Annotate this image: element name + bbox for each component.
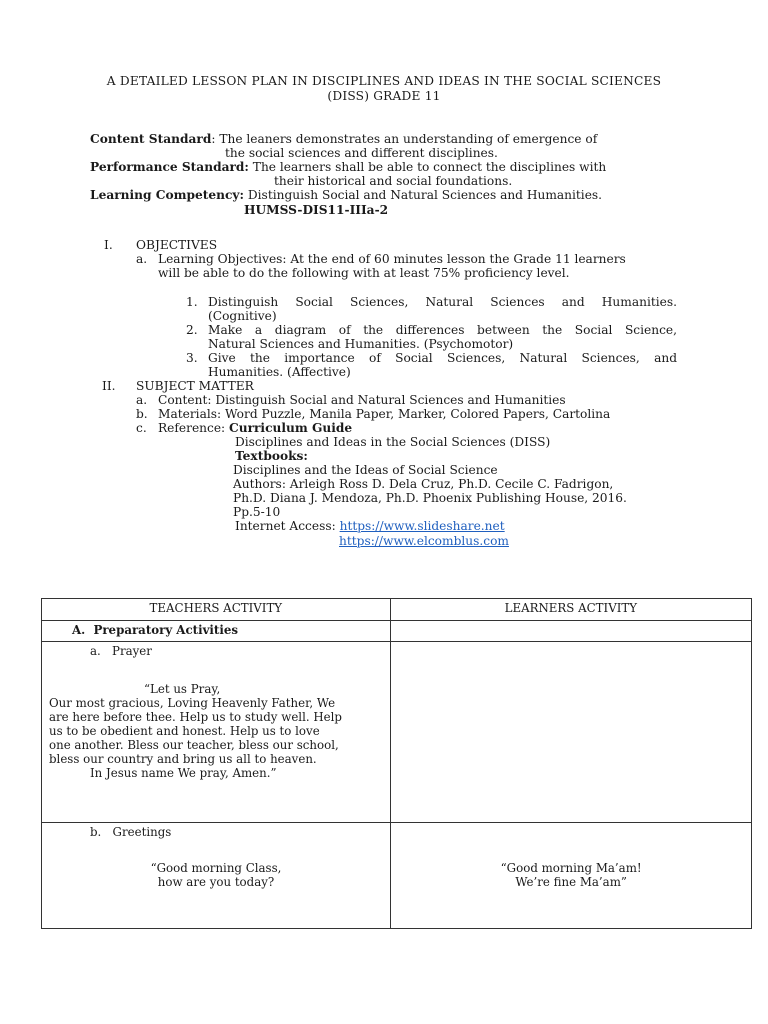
preparatory-activities-heading: A. Preparatory Activities [72, 623, 238, 637]
objective-3-line-1: Give the importance of Social Sciences, Natural Sciences, and [208, 351, 677, 365]
prayer-line: are here before thee. Help us to study well. Help [49, 710, 342, 724]
objectives-numeral: I. [104, 238, 113, 252]
objective-a-line-2: will be able to do the following with at least 75% proficiency level. [158, 266, 570, 280]
subject-content: Content: Distinguish Social and Natural Sciences and Humanities [158, 393, 566, 407]
objective-2-line-1: Make a diagram of the differences between the Social Science, [208, 323, 677, 337]
internet-access [235, 519, 505, 533]
objective-1-line-1: Distinguish Social Sciences, Natural Sciences and Humanities. [208, 295, 677, 309]
internet-access-label: Internet Access: [235, 519, 340, 533]
content-standard-text-2: the social sciences and different disciplines. [225, 146, 498, 160]
prayer-line: bless our country and bring us all to heaven. [49, 752, 317, 766]
table-cell [42, 823, 391, 929]
table-row [42, 642, 752, 823]
learner-greeting-line-1: “Good morning Ma’am! [500, 861, 642, 875]
content-standard-text: : The leaners demonstrates an understanding of emergence of [211, 132, 598, 146]
textbook-authors-1: Authors: Arleigh Ross D. Dela Cruz, Ph.D. Cecile C. Fadrigon, [233, 477, 614, 491]
performance-standard-text: The learners shall be able to connect the disciplines with [248, 160, 607, 174]
table-row [42, 621, 752, 642]
textbook-title: Disciplines and the Ideas of Social Science [233, 463, 498, 477]
learning-competency-text: Distinguish Social and Natural Sciences and Humanities. [244, 188, 603, 202]
document-title-line-1: A DETAILED LESSON PLAN IN DISCIPLINES AND IDEAS IN THE SOCIAL SCIENCES [106, 74, 662, 88]
subject-c-marker: c. [136, 421, 147, 435]
table-cell [390, 823, 751, 929]
learners-activity-header [390, 599, 751, 621]
performance-standard [90, 160, 606, 174]
teachers-activity-header-text: TEACHERS ACTIVITY [149, 601, 283, 615]
objective-2-number: 2. [186, 323, 198, 337]
learner-greeting-line-2: We’re fine Ma’am” [515, 875, 627, 889]
prayer-line: us to be obedient and honest. Help us to love [49, 724, 320, 738]
objective-2-line-2: Natural Sciences and Humanities. (Psychomotor) [208, 337, 514, 351]
table-cell [390, 642, 751, 823]
subject-a-marker: a. [136, 393, 148, 407]
document-title-line-2: (DISS) GRADE 11 [327, 89, 441, 103]
activity-table [41, 598, 752, 929]
prayer-line: “Let us Pray, [144, 682, 221, 696]
objectives-heading: OBJECTIVES [136, 238, 218, 252]
learning-competency [90, 188, 602, 202]
teacher-greeting-line-2: how are you today? [157, 875, 275, 889]
competency-code: HUMSS-DIS11-IIIa-2 [244, 203, 389, 217]
table-cell [42, 621, 391, 642]
table-header-row [42, 599, 752, 621]
learners-activity-header-text: LEARNERS ACTIVITY [504, 601, 638, 615]
performance-standard-text-2: their historical and social foundations. [274, 174, 513, 188]
objective-a-line-1: Learning Objectives: At the end of 60 minutes lesson the Grade 11 learners [158, 252, 626, 266]
table-row [42, 823, 752, 929]
slideshare-link[interactable]: https://www.slideshare.net [339, 519, 505, 533]
objective-1-line-2: (Cognitive) [208, 309, 277, 323]
table-cell [42, 642, 391, 823]
objective-1-number: 1. [186, 295, 198, 309]
learning-competency-label: Learning Competency: [90, 188, 245, 202]
content-standard-label: Content Standard [90, 132, 212, 146]
objective-3-line-2: Humanities. (Affective) [208, 365, 351, 379]
subject-materials: Materials: Word Puzzle, Manila Paper, Marker, Colored Papers, Cartolina [158, 407, 611, 421]
subject-reference [158, 421, 352, 435]
prayer-line: one another. Bless our teacher, bless our school, [49, 738, 339, 752]
textbook-pages: Pp.5-10 [233, 505, 281, 519]
prayer-line: In Jesus name We pray, Amen.” [90, 766, 277, 780]
curriculum-guide-label: Curriculum Guide [229, 421, 353, 435]
teachers-activity-header [42, 599, 391, 621]
subject-matter-heading: SUBJECT MATTER [136, 379, 254, 393]
prayer-line: Our most gracious, Loving Heavenly Father, We [49, 696, 336, 710]
greetings-label: b. Greetings [90, 825, 172, 839]
reference-label: Reference: [158, 421, 230, 435]
prayer-label-text: a. Prayer [90, 644, 152, 658]
textbooks-label: Textbooks: [235, 449, 308, 463]
subject-b-marker: b. [136, 407, 148, 421]
curriculum-guide-title: Disciplines and Ideas in the Social Sciences (DISS) [235, 435, 551, 449]
elcomblus-link[interactable]: https://www.elcomblus.com [339, 534, 509, 548]
objective-a-marker: a. [136, 252, 148, 266]
objective-3-number: 3. [186, 351, 198, 365]
subject-matter-numeral: II. [102, 379, 116, 393]
teacher-greeting-line-1: “Good morning Class, [150, 861, 282, 875]
content-standard [90, 132, 597, 146]
performance-standard-label: Performance Standard: [90, 160, 249, 174]
textbook-authors-2: Ph.D. Diana J. Mendoza, Ph.D. Phoenix Publishing House, 2016. [233, 491, 627, 505]
table-cell [390, 621, 751, 642]
